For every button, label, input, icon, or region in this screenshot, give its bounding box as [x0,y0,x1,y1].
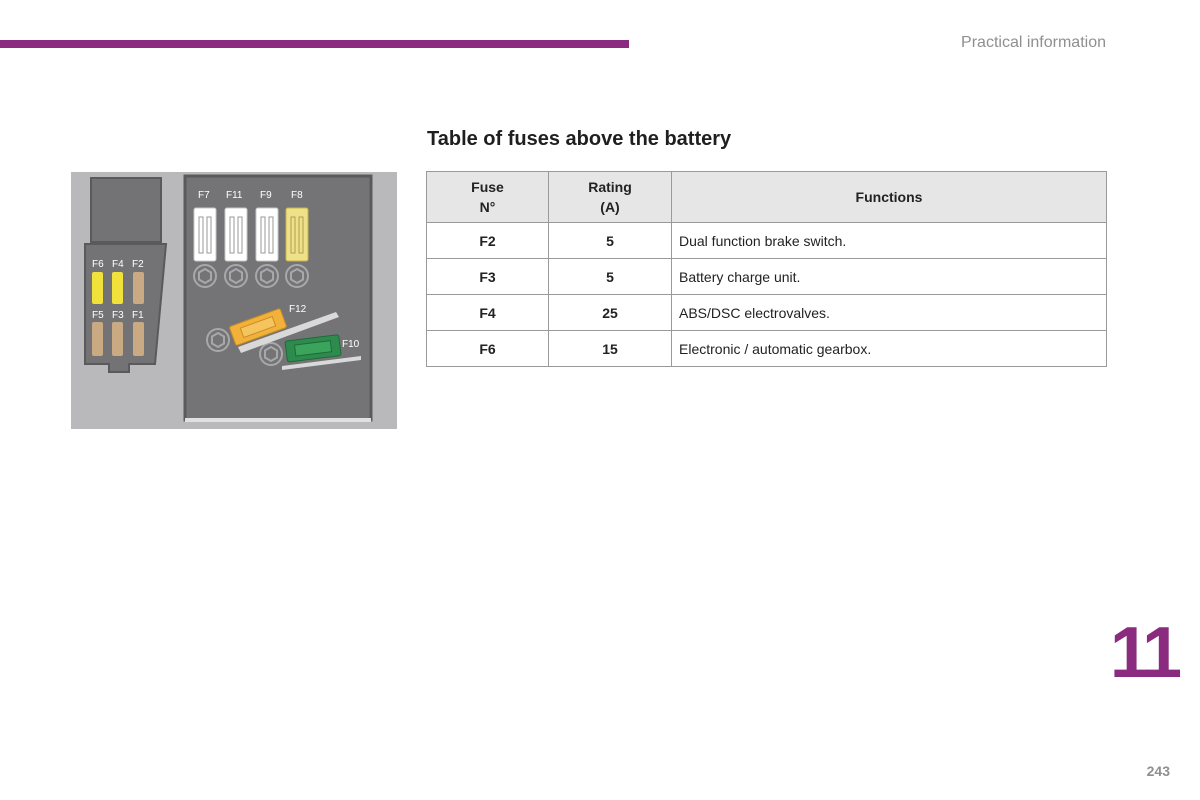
left-block-top [91,178,161,242]
header-rating [549,172,672,223]
rating-cell: 5 [549,223,672,259]
fuse-box-svg [71,172,397,429]
fuse-label-f2: F2 [132,259,144,270]
fuse-box-diagram [71,172,397,429]
fuse-f7 [194,208,216,261]
fuse-number-cell: F4 [427,295,549,331]
fuse-f1 [133,322,144,356]
header-fuse-line1: Fuse [471,179,504,195]
function-cell: ABS/DSC electrovalves. [672,295,1107,331]
page-number: 243 [1146,763,1170,779]
fuse-label-f6: F6 [92,259,104,270]
chapter-number: 11 [1109,613,1178,693]
fuse-f4 [112,272,123,304]
table-row [427,223,1107,259]
fuse-label-f3: F3 [112,310,124,321]
section-header: Practical information [961,34,1106,51]
fuse-f11 [225,208,247,261]
fuse-number-cell: F2 [427,223,549,259]
fuse-label-f4: F4 [112,259,124,270]
rating-cell: 5 [549,259,672,295]
fuse-label-f11: F11 [226,190,243,201]
table-row [427,295,1107,331]
fuse-label-f9: F9 [260,190,272,201]
fuse-f3 [112,322,123,356]
header-rating-line2: (A) [600,199,620,215]
fuse-f5 [92,322,103,356]
fuse-f6 [92,272,103,304]
header-rating-line1: Rating [588,179,632,195]
rating-cell: 25 [549,295,672,331]
function-cell: Dual function brake switch. [672,223,1107,259]
function-cell: Electronic / automatic gearbox. [672,331,1107,367]
fuse-label-f10: F10 [342,339,360,350]
fuse-label-f5: F5 [92,310,104,321]
fuse-label-f7: F7 [198,190,210,201]
rating-cell: 15 [549,331,672,367]
fuse-table [426,171,1107,367]
fuse-label-f1: F1 [132,310,144,321]
fuse-f8 [286,208,308,261]
fuse-f2 [133,272,144,304]
header-functions: Functions [672,172,1107,223]
page-title: Table of fuses above the battery [427,128,732,150]
function-cell: Battery charge unit. [672,259,1107,295]
table-row [427,331,1107,367]
top-accent-bar [0,40,629,48]
fuse-number-cell: F6 [427,331,549,367]
header-fuse-number [427,172,549,223]
fuse-number-cell: F3 [427,259,549,295]
fuse-table-header-row [427,172,1107,223]
fuse-label-f12: F12 [289,304,307,315]
panel-edge [185,418,371,422]
fuse-f9 [256,208,278,261]
table-row [427,259,1107,295]
header-fuse-line2: N° [479,199,496,215]
fuse-label-f8: F8 [291,190,303,201]
